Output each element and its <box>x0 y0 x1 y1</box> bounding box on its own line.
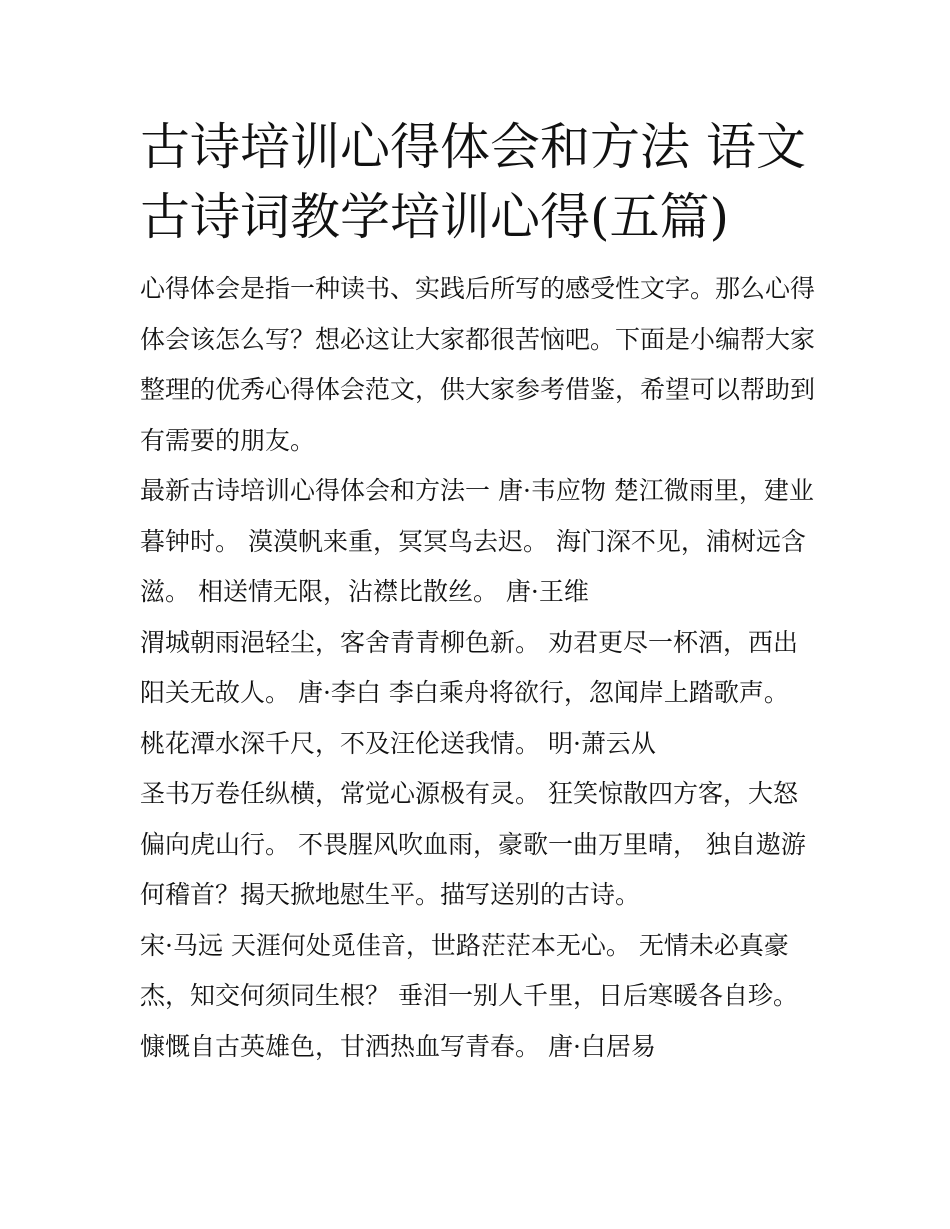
document-content <box>140 112 820 1072</box>
document-title: 古诗培训心得体会和方法 语文古诗词教学培训心得(五篇) <box>140 118 806 246</box>
paragraph-poem-2: 渭城朝雨浥轻尘，客舍青青柳色新。 劝君更尽一杯酒，西出阳关无故人。 唐·李白 李白乘舟将欲行，忽闻岸上踏歌声。 桃花潭水深千尺，不及汪伦送我情。 明·萧云从 <box>140 627 798 758</box>
paragraph-intro: 心得体会是指一种读书、实践后所写的感受性文字。那么心得体会该怎么写？想必这让大家都很苦恼吧。下面是小编帮大家整理的优秀心得体会范文，供大家参考借鉴，希望可以帮助到有需要的朋友。 <box>140 274 816 455</box>
paragraph-poem-1: 最新古诗培训心得体会和方法一 唐·韦应物 楚江微雨里，建业暮钟时。 漠漠帆来重，冥冥鸟去迟。 海门深不见，浦树远含滋。 相送情无限，沾襟比散丝。 唐·王维 <box>140 476 814 606</box>
paragraph-poem-3: 圣书万卷任纵横，常觉心源极有灵。 狂笑惊散四方客，大怒偏向虎山行。 不畏腥风吹血雨，豪歌一曲万里晴， 独自遨游何稽首？揭天掀地慰生平。描写送别的古诗。 <box>140 779 806 909</box>
paragraph-poem-4: 宋·马远 天涯何处觅佳音，世路茫茫本无心。 无情未必真豪杰，知交何须同生根？ 垂泪一别人千里，日后寒暖各自珍。 慷慨自古英雄色，甘洒热血写青春。 唐·白居易 <box>140 930 798 1061</box>
